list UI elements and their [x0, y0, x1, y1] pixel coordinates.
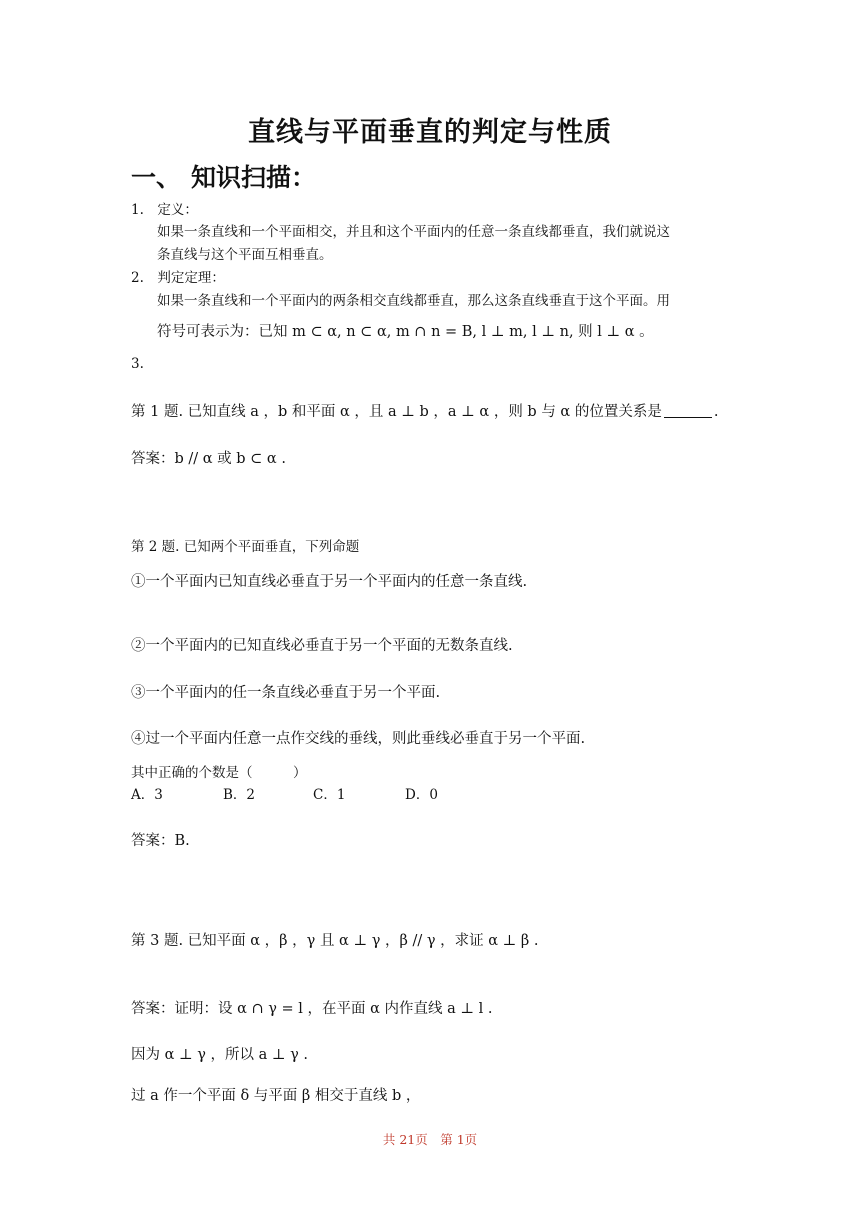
question-3-answer-line-2: 因为 α ⊥ γ ，所以 a ⊥ γ . — [131, 1047, 309, 1063]
option-d: D．0 — [405, 787, 438, 803]
section-heading — [131, 158, 316, 194]
question-2: 第 2 题. 已知两个平面垂直，下列命题 — [131, 539, 360, 555]
theorem-label: 2. 判定定理： — [131, 270, 225, 286]
question-3: 第 3 题. 已知平面 α ，β ，γ 且 α ⊥ γ ，β // γ ，求证 α ⊥ β . — [131, 933, 539, 949]
option-a: A．3 — [131, 787, 163, 803]
question-2-ask: 其中正确的个数是（ ） — [131, 765, 307, 781]
options-row — [131, 783, 438, 803]
question-1 — [131, 400, 718, 421]
statement-2: ②一个平面内的已知直线必垂直于另一个平面的无数条直线. — [131, 638, 513, 654]
option-b: B．2 — [223, 787, 256, 803]
question-1-text: 第 1 题. 已知直线 a ，b 和平面 α ，且 a ⊥ b ，a ⊥ α ，则 b 与 α 的位置关系是 — [131, 404, 662, 420]
definition-label: 1. 定义： — [131, 202, 198, 218]
question-3-answer-line-3: 过 a 作一个平面 δ 与平面 β 相交于直线 b ， — [131, 1088, 421, 1104]
section-label: 知识扫描： — [191, 163, 317, 192]
answer-blank — [664, 405, 712, 418]
definition-line-2: 条直线与这个平面互相垂直。 — [157, 247, 333, 263]
question-1-answer: 答案：b // α 或 b ⊂ α . — [131, 451, 286, 467]
question-2-answer: 答案：B. — [131, 833, 190, 849]
section-number: 一、 — [131, 163, 182, 192]
statement-4: ④过一个平面内任意一点作交线的垂线，则此垂线必垂直于另一个平面. — [131, 731, 586, 747]
page-title: 直线与平面垂直的判定与性质 — [248, 117, 612, 148]
question-3-answer-line-1: 答案：证明：设 α ∩ γ = l ，在平面 α 内作直线 a ⊥ l . — [131, 1001, 493, 1017]
page-footer: 共 21页 第 1页 — [382, 1132, 478, 1147]
question-1-end: . — [713, 404, 719, 420]
option-c: C．1 — [313, 787, 346, 803]
statement-1: ①一个平面内已知直线必垂直于另一个平面内的任意一条直线. — [131, 574, 528, 590]
item-3-label: 3. — [131, 356, 144, 372]
theorem-line-2: 符号可表示为：已知 m ⊂ α, n ⊂ α, m ∩ n = B, l ⊥ m, l ⊥ n, 则 l ⊥ α 。 — [157, 324, 654, 340]
theorem-line-1: 如果一条直线和一个平面内的两条相交直线都垂直，那么这条直线垂直于这个平面。用 — [157, 293, 670, 309]
definition-line-1: 如果一条直线和一个平面相交，并且和这个平面内的任意一条直线都垂直，我们就说这 — [157, 224, 670, 240]
statement-3: ③一个平面内的任一条直线必垂直于另一个平面. — [131, 685, 441, 701]
